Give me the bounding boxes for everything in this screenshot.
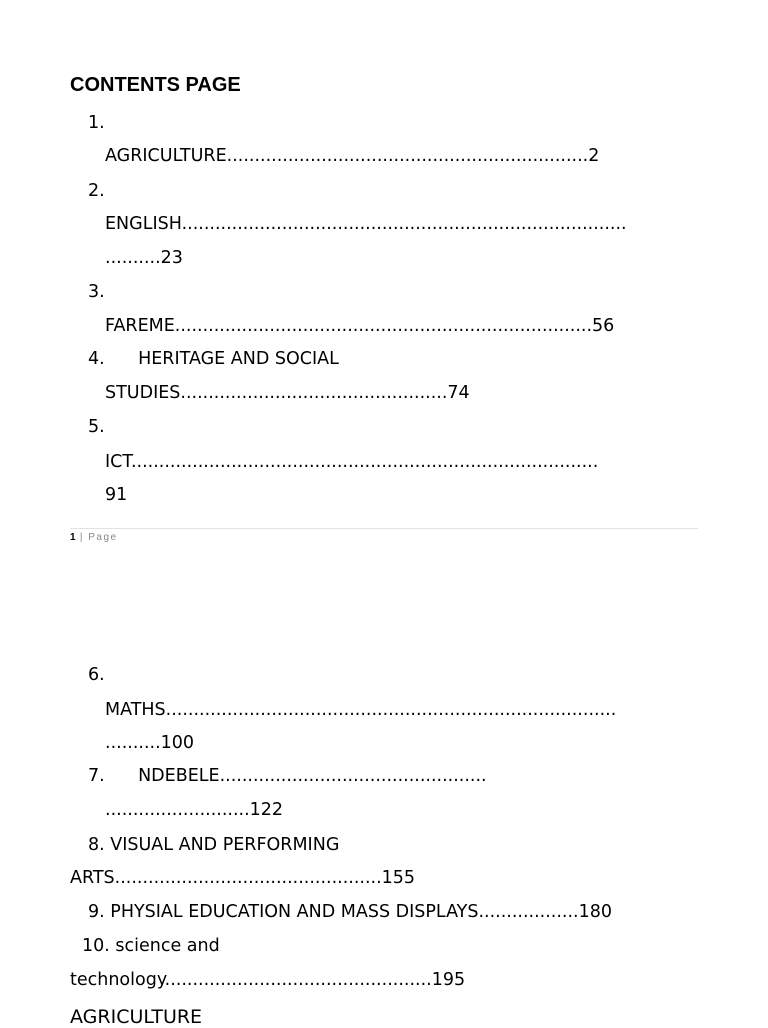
entry-7-text: ..........................122 [105,800,284,820]
section-heading: AGRICULTURE [70,1006,203,1028]
entry-4-heading: 4. HERITAGE AND SOCIAL [88,349,339,369]
entry-2-number: 2. [88,181,105,201]
entry-3-number: 3. [88,282,105,302]
entry-3-text: FAREME...........................................................................56 [105,316,615,336]
footer-separator: | [79,532,84,543]
page-title: CONTENTS PAGE [70,74,241,96]
entry-1-text: AGRICULTURE.................................................................2 [105,146,600,166]
entry-8-text: ARTS................................................155 [70,868,416,888]
entry-4-text: STUDIES................................................74 [105,383,470,403]
entry-9-text: 9. PHYSIAL EDUCATION AND MASS DISPLAYS..................180 [88,902,613,922]
entry-6-continuation: ..........100 [105,733,195,753]
footer-page-label: Page [88,532,118,543]
entry-5-continuation: 91 [105,485,128,505]
entry-8-heading: 8. VISUAL AND PERFORMING [88,835,340,855]
entry-10-heading: 10. science and [82,936,220,956]
entry-5-number: 5. [88,417,105,437]
entry-6-number: 6. [88,665,105,685]
page-footer [70,532,118,543]
entry-1-number: 1. [88,113,105,133]
entry-7-heading: 7. NDEBELE................................................ [88,766,487,786]
footer-page-number: 1 [70,532,76,543]
entry-2-text: ENGLISH................................................................................ [105,214,627,234]
page-divider [70,528,698,529]
entry-2-continuation: ..........23 [105,248,183,268]
entry-6-text: MATHS................................................................................. [105,700,617,720]
entry-10-text: technology................................................195 [70,970,466,990]
entry-5-text: ICT.................................................................................... [105,452,599,472]
